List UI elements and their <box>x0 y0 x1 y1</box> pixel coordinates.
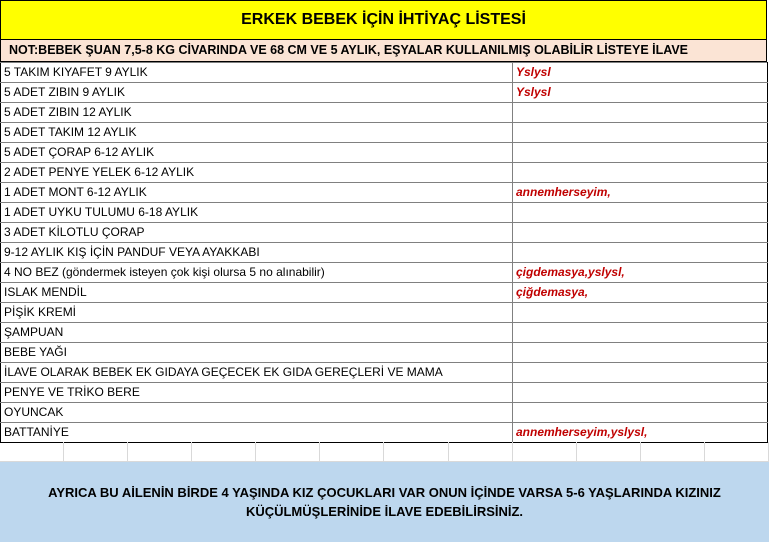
contributor-cell[interactable]: Yslysl <box>513 63 768 83</box>
item-cell[interactable]: 1 ADET UYKU TULUMU 6-18 AYLIK <box>1 203 513 223</box>
item-cell[interactable]: 5 ADET ZIBIN 9 AYLIK <box>1 83 513 103</box>
contributor-cell[interactable]: çiğdemasya, <box>513 283 768 303</box>
table-row <box>1 143 768 163</box>
table-row <box>1 323 768 343</box>
item-cell[interactable]: 5 TAKIM KIYAFET 9 AYLIK <box>1 63 513 83</box>
item-cell[interactable]: 2 ADET PENYE YELEK 6-12 AYLIK <box>1 163 513 183</box>
item-cell[interactable]: 4 NO BEZ (göndermek isteyen çok kişi olursa 5 no alınabilir) <box>1 263 513 283</box>
table-row <box>1 123 768 143</box>
contributor-cell[interactable]: çigdemasya,yslysl, <box>513 263 768 283</box>
empty-cell[interactable] <box>384 442 448 462</box>
empty-cell[interactable] <box>705 442 769 462</box>
empty-cell[interactable] <box>513 442 577 462</box>
empty-cell[interactable] <box>0 442 64 462</box>
empty-grid-row <box>0 442 769 462</box>
item-cell[interactable]: PENYE VE TRİKO BERE <box>1 383 513 403</box>
needs-table <box>0 62 768 443</box>
contributor-cell[interactable] <box>513 143 768 163</box>
contributor-cell[interactable] <box>513 163 768 183</box>
contributor-cell[interactable] <box>513 243 768 263</box>
item-cell[interactable]: PİŞİK KREMİ <box>1 303 513 323</box>
footer-note: AYRICA BU AİLENİN BİRDE 4 YAŞINDA KIZ ÇOCUKLARI VAR ONUN İÇİNDE VARSA 5-6 YAŞLARINDA KIZINIZ KÜÇÜLMÜŞLERİNİDE İLAVE EDEBİLİRSİNİZ. <box>0 462 769 542</box>
contributor-cell[interactable] <box>513 323 768 343</box>
table-row <box>1 343 768 363</box>
item-cell[interactable]: 5 ADET ZIBIN 12 AYLIK <box>1 103 513 123</box>
contributor-cell[interactable] <box>513 383 768 403</box>
table-row <box>1 163 768 183</box>
item-cell[interactable]: İLAVE OLARAK BEBEK EK GIDAYA GEÇECEK EK GIDA GEREÇLERİ VE MAMA <box>1 363 513 383</box>
empty-cell[interactable] <box>449 442 513 462</box>
empty-cell[interactable] <box>641 442 705 462</box>
item-cell[interactable]: ŞAMPUAN <box>1 323 513 343</box>
table-row <box>1 423 768 443</box>
item-cell[interactable]: ISLAK MENDİL <box>1 283 513 303</box>
item-cell[interactable]: 9-12 AYLIK KIŞ İÇİN PANDUF VEYA AYAKKABI <box>1 243 513 263</box>
note-row: NOT:BEBEK ŞUAN 7,5-8 KG CİVARINDA VE 68 CM VE 5 AYLIK, EŞYALAR KULLANILMIŞ OLABİLİR LİSTEYE İLAVE <box>0 40 767 62</box>
empty-cell[interactable] <box>256 442 320 462</box>
table-row <box>1 303 768 323</box>
contributor-cell[interactable] <box>513 123 768 143</box>
item-cell[interactable]: 5 ADET ÇORAP 6-12 AYLIK <box>1 143 513 163</box>
table-row <box>1 243 768 263</box>
contributor-cell[interactable] <box>513 223 768 243</box>
empty-cell[interactable] <box>192 442 256 462</box>
item-cell[interactable]: BATTANİYE <box>1 423 513 443</box>
list-title: ERKEK BEBEK İÇİN İHTİYAÇ LİSTESİ <box>0 0 767 40</box>
empty-cell[interactable] <box>577 442 641 462</box>
contributor-cell[interactable]: Yslysl <box>513 83 768 103</box>
table-row <box>1 223 768 243</box>
table-row <box>1 183 768 203</box>
table-row <box>1 63 768 83</box>
contributor-cell[interactable] <box>513 103 768 123</box>
table-row <box>1 103 768 123</box>
item-cell[interactable]: OYUNCAK <box>1 403 513 423</box>
item-cell[interactable]: BEBE YAĞI <box>1 343 513 363</box>
contributor-cell[interactable] <box>513 343 768 363</box>
item-cell[interactable]: 3 ADET KİLOTLU ÇORAP <box>1 223 513 243</box>
table-row <box>1 203 768 223</box>
contributor-cell[interactable]: annemherseyim, <box>513 183 768 203</box>
contributor-cell[interactable] <box>513 303 768 323</box>
table-row <box>1 383 768 403</box>
table-row <box>1 363 768 383</box>
item-cell[interactable]: 5 ADET TAKIM 12 AYLIK <box>1 123 513 143</box>
table-row <box>1 283 768 303</box>
contributor-cell[interactable] <box>513 403 768 423</box>
table-row <box>1 263 768 283</box>
empty-cell[interactable] <box>128 442 192 462</box>
item-cell[interactable]: 1 ADET MONT 6-12 AYLIK <box>1 183 513 203</box>
empty-cell[interactable] <box>320 442 384 462</box>
contributor-cell[interactable] <box>513 203 768 223</box>
contributor-cell[interactable] <box>513 363 768 383</box>
empty-cell[interactable] <box>64 442 128 462</box>
contributor-cell[interactable]: annemherseyim,yslysl, <box>513 423 768 443</box>
table-row <box>1 83 768 103</box>
table-row <box>1 403 768 423</box>
